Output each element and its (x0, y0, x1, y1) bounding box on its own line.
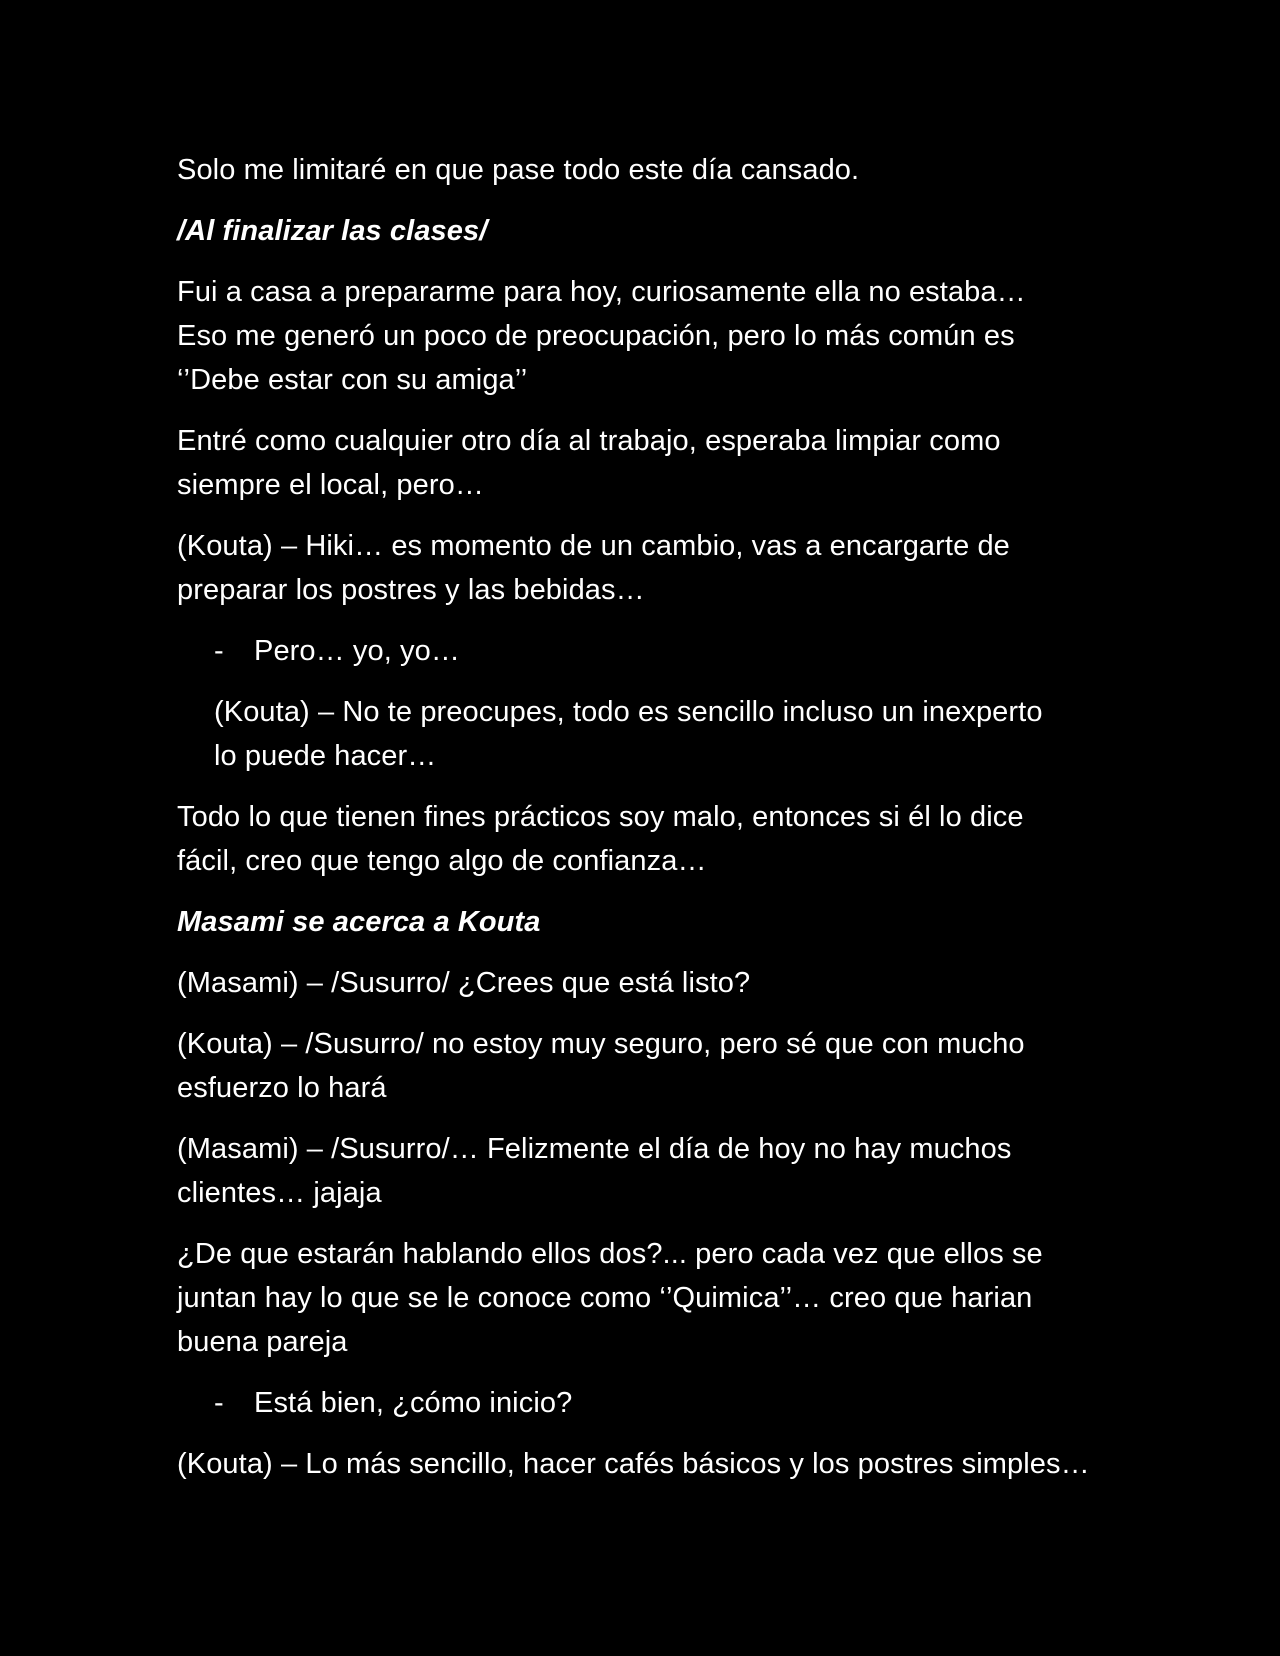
dash-dialogue-item (177, 629, 1117, 673)
paragraph-line: Pero… yo, yo… (254, 635, 460, 667)
paragraph-line: (Kouta) – Lo más sencillo, hacer cafés básicos y los postres simples… (177, 1448, 1090, 1480)
dash-marker: - (214, 1387, 224, 1419)
scene-heading (177, 209, 1117, 253)
paragraph-line: preparar los postres y las bebidas… (177, 574, 645, 606)
paragraph-line: esfuerzo lo hará (177, 1072, 387, 1104)
heading-line: /Al finalizar las clases/ (177, 215, 488, 247)
paragraph-line: Fui a casa a prepararme para hoy, curiosamente ella no estaba… (177, 276, 1026, 308)
paragraph (177, 419, 1117, 507)
document-page (177, 148, 1117, 1503)
paragraph-line: Eso me generó un poco de preocupación, pero lo más común es (177, 320, 1015, 352)
dialogue-paragraph (177, 1127, 1117, 1215)
heading-line: Masami se acerca a Kouta (177, 906, 541, 938)
paragraph-line: Solo me limitaré en que pase todo este día cansado. (177, 154, 860, 186)
paragraph-line: Está bien, ¿cómo inicio? (254, 1387, 573, 1419)
dialogue-paragraph (177, 524, 1117, 612)
dialogue-paragraph (177, 1442, 1117, 1486)
paragraph-line: clientes… jajaja (177, 1177, 382, 1209)
paragraph-line: juntan hay lo que se le conoce como ‘’Quimica’’… creo que harian (177, 1282, 1033, 1314)
scene-heading (177, 900, 1117, 944)
paragraph-line: ‘’Debe estar con su amiga’’ (177, 364, 528, 396)
paragraph-line: (Kouta) – /Susurro/ no estoy muy seguro, pero sé que con mucho (177, 1028, 1025, 1060)
dash-dialogue-item (177, 1381, 1117, 1425)
paragraph-line: Entré como cualquier otro día al trabajo, esperaba limpiar como (177, 425, 1001, 457)
paragraph (177, 795, 1117, 883)
paragraph (177, 1232, 1117, 1364)
paragraph-line: Todo lo que tienen fines prácticos soy malo, entonces si él lo dice (177, 801, 1024, 833)
indented-dialogue-paragraph (177, 690, 1117, 778)
paragraph (177, 148, 1117, 192)
paragraph-line: siempre el local, pero… (177, 469, 484, 501)
paragraph-line: fácil, creo que tengo algo de confianza… (177, 845, 707, 877)
paragraph-line: buena pareja (177, 1326, 348, 1358)
paragraph-line: (Kouta) – No te preocupes, todo es sencillo incluso un inexperto (214, 696, 1043, 728)
paragraph-line: lo puede hacer… (214, 740, 437, 772)
paragraph-line: (Kouta) – Hiki… es momento de un cambio, vas a encargarte de (177, 530, 1010, 562)
dialogue-paragraph (177, 961, 1117, 1005)
dialogue-paragraph (177, 1022, 1117, 1110)
paragraph-line: (Masami) – /Susurro/… Felizmente el día de hoy no hay muchos (177, 1133, 1012, 1165)
paragraph (177, 270, 1117, 402)
paragraph-line: (Masami) – /Susurro/ ¿Crees que está listo? (177, 967, 751, 999)
paragraph-line: ¿De que estarán hablando ellos dos?... pero cada vez que ellos se (177, 1238, 1043, 1270)
dash-marker: - (214, 635, 224, 667)
